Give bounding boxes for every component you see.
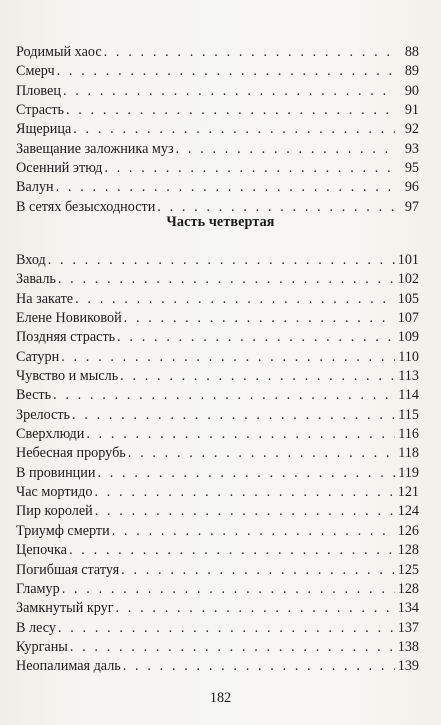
- toc-entry-page: 115: [398, 406, 419, 423]
- toc-entry-page: 102: [397, 271, 419, 288]
- dot-leader: [124, 309, 395, 328]
- toc-entry: [16, 101, 419, 120]
- toc-entry-page: 96: [404, 179, 419, 196]
- dot-leader: [69, 541, 395, 560]
- toc-entry-page: 121: [397, 484, 419, 501]
- toc-entry: [16, 580, 419, 599]
- dot-leader: [104, 159, 395, 178]
- dot-leader: [57, 62, 395, 81]
- toc-entry-page: 125: [397, 561, 419, 578]
- toc-entry: [16, 464, 419, 483]
- toc-entry-page: 139: [397, 658, 419, 675]
- toc-entry-page: 92: [404, 121, 419, 138]
- dot-leader: [176, 140, 395, 159]
- toc-entry-page: 90: [404, 82, 419, 99]
- toc-entry: [16, 43, 419, 62]
- toc-entry-page: 134: [397, 600, 419, 617]
- toc-entry-page: 118: [398, 445, 419, 462]
- toc-entry: [16, 62, 419, 81]
- toc-list-part-four: [16, 251, 419, 677]
- dot-leader: [120, 367, 395, 386]
- toc-entry-title: Цепочка: [16, 542, 67, 559]
- dot-leader: [61, 348, 395, 367]
- toc-entry-page: 105: [397, 290, 419, 307]
- toc-entry-page: 95: [404, 160, 419, 177]
- toc-entry-title: Родимый хаос: [16, 44, 102, 60]
- toc-entry: [16, 502, 419, 521]
- dot-leader: [72, 406, 395, 425]
- toc-entry-title: Осенний этюд: [16, 160, 103, 177]
- toc-entry-title: Сатурн: [16, 348, 60, 365]
- toc-list-part-three: [16, 43, 419, 217]
- dot-leader: [121, 561, 395, 580]
- toc-entry: [16, 483, 419, 502]
- toc-entry-title: Смерч: [16, 63, 55, 80]
- toc-entry: [16, 348, 419, 367]
- dot-leader: [112, 522, 395, 541]
- toc-entry-title: Чувство и мысль: [16, 368, 119, 385]
- dot-leader: [58, 619, 395, 638]
- toc-entry: [16, 367, 419, 386]
- toc-entry: [16, 561, 419, 580]
- toc-entry: [16, 619, 419, 638]
- dot-leader: [53, 386, 395, 405]
- dot-leader: [116, 599, 395, 618]
- toc-entry-page: 89: [404, 63, 419, 80]
- toc-entry-title: Замкнутый круг: [16, 600, 114, 617]
- toc-entry-page: 109: [397, 329, 419, 346]
- toc-entry-title: Ящерица: [16, 121, 72, 138]
- toc-entry: [16, 657, 419, 676]
- toc-entry-page: 114: [398, 387, 419, 404]
- toc-entry-page: 113: [398, 368, 419, 385]
- dot-leader: [123, 657, 395, 676]
- toc-entry-page: 101: [397, 252, 419, 268]
- dot-leader: [86, 425, 395, 444]
- toc-entry-title: Сверхлюди: [16, 426, 85, 443]
- toc-entry-title: Зрелость: [16, 406, 70, 423]
- toc-entry: [16, 444, 419, 463]
- toc-entry-title: Гламур: [16, 580, 60, 597]
- toc-entry-title: Вход: [16, 252, 46, 268]
- toc-entry: [16, 251, 419, 270]
- toc-entry-page: 124: [397, 503, 419, 520]
- toc-entry-title: На закате: [16, 290, 74, 307]
- toc-entry-title: Страсть: [16, 102, 65, 119]
- toc-entry-title: Небесная прорубь: [16, 445, 126, 462]
- dot-leader: [117, 328, 395, 347]
- dot-leader: [73, 120, 395, 139]
- toc-entry-title: Погибшая статуя: [16, 561, 120, 578]
- section-heading: Часть четвертая: [166, 214, 275, 230]
- toc-entry: [16, 638, 419, 657]
- toc-entry-title: Валун: [16, 179, 54, 196]
- toc-entry-title: Весть: [16, 387, 52, 404]
- toc-entry: [16, 406, 419, 425]
- toc-entry: [16, 328, 419, 347]
- toc-entry: [16, 290, 419, 309]
- toc-entry-page: 93: [404, 140, 419, 157]
- toc-entry-page: 91: [404, 102, 419, 119]
- toc-entry: [16, 159, 419, 178]
- toc-entry-page: 97: [404, 198, 419, 215]
- toc-entry-title: В провинции: [16, 464, 96, 481]
- toc-entry-title: Пир королей: [16, 503, 93, 520]
- toc-entry-title: Елене Новиковой: [16, 310, 122, 327]
- dot-leader: [48, 251, 395, 270]
- toc-entry: [16, 120, 419, 139]
- dot-leader: [63, 82, 395, 101]
- toc-entry-page: 138: [397, 638, 419, 655]
- toc-entry-title: Курганы: [16, 638, 68, 655]
- toc-entry-page: 126: [397, 522, 419, 539]
- toc-entry-title: Триумф смерти: [16, 522, 110, 539]
- toc-entry-page: 107: [397, 310, 419, 327]
- toc-entry-page: 119: [398, 464, 419, 481]
- dot-leader: [75, 290, 395, 309]
- toc-entry: [16, 309, 419, 328]
- toc-entry-title: В сетях безысходности: [16, 198, 156, 215]
- dot-leader: [94, 483, 395, 502]
- toc-entry: [16, 425, 419, 444]
- toc-entry: [16, 522, 419, 541]
- dot-leader: [97, 464, 395, 483]
- toc-entry-title: Завещание заложника муз: [16, 140, 174, 157]
- toc-entry: [16, 178, 419, 197]
- toc-entry-title: Пловец: [16, 82, 61, 99]
- page-number: 182: [209, 690, 232, 706]
- toc-entry-page: 116: [398, 426, 419, 443]
- toc-entry-title: Заваль: [16, 271, 56, 288]
- toc-entry-page: 88: [404, 44, 419, 60]
- dot-leader: [70, 638, 395, 657]
- dot-leader: [95, 502, 395, 521]
- toc-entry: [16, 386, 419, 405]
- dot-leader: [128, 444, 395, 463]
- toc-entry-title: Неопалимая даль: [16, 658, 121, 675]
- toc-entry-page: 128: [397, 580, 419, 597]
- dot-leader: [66, 101, 395, 120]
- dot-leader: [58, 270, 395, 289]
- dot-leader: [56, 178, 395, 197]
- toc-entry-page: 128: [397, 542, 419, 559]
- dot-leader: [62, 580, 395, 599]
- toc-entry-title: В лесу: [16, 619, 56, 636]
- toc-entry-title: Поздняя страсть: [16, 329, 116, 346]
- toc-entry: [16, 82, 419, 101]
- toc-entry: [16, 270, 419, 289]
- toc-entry-title: Час мортидо: [16, 484, 93, 501]
- toc-entry-page: 110: [398, 348, 419, 365]
- toc-entry: [16, 541, 419, 560]
- toc-entry: [16, 599, 419, 618]
- dot-leader: [104, 43, 395, 62]
- toc-entry-page: 137: [397, 619, 419, 636]
- toc-entry: [16, 140, 419, 159]
